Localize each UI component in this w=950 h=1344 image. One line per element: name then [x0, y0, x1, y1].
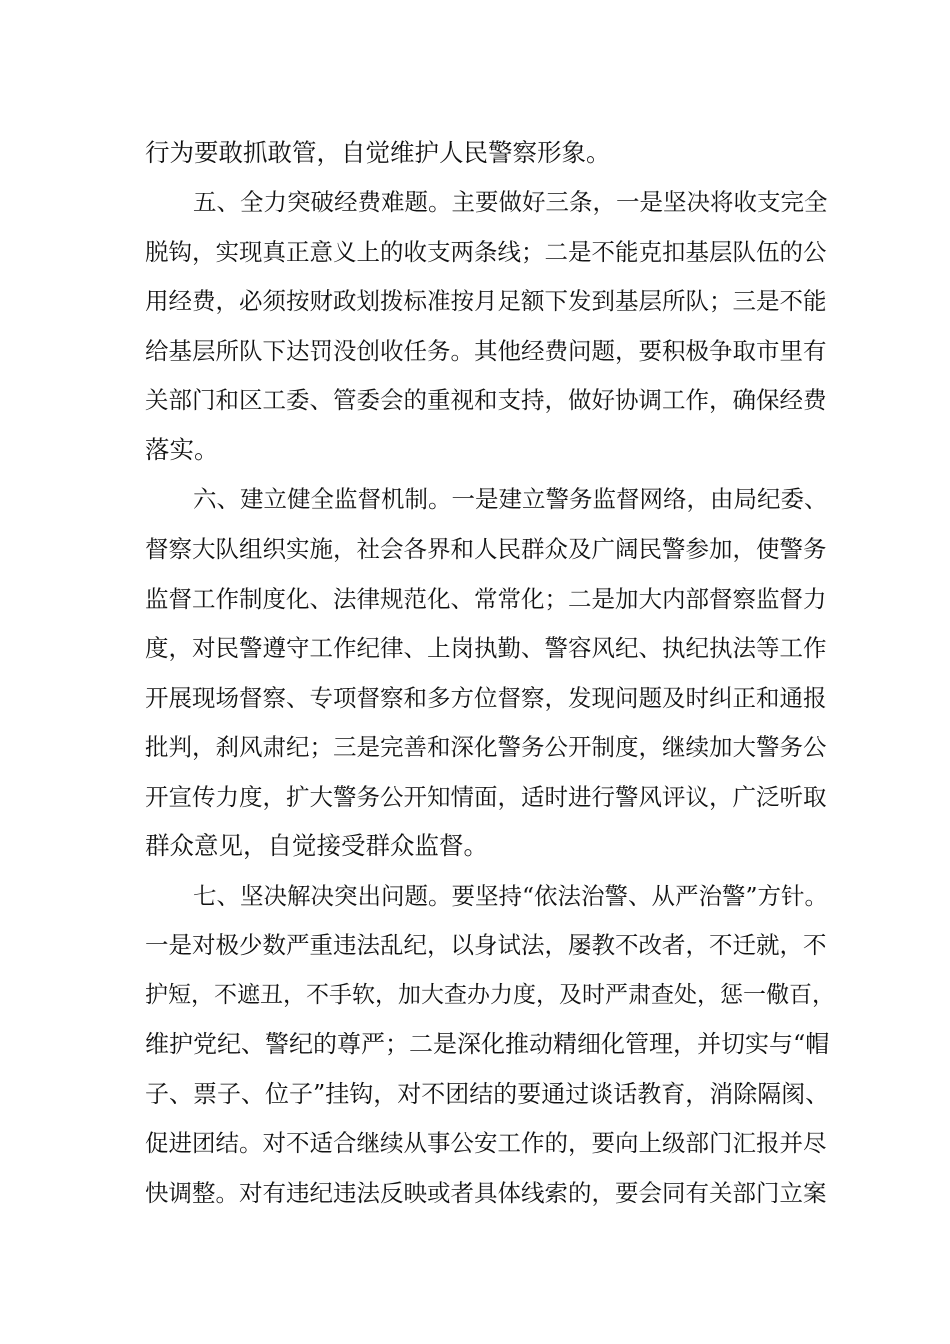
text-line: 落实。 [145, 435, 219, 464]
text-line: 关部门和区工委、管委会的重视和支持，做好协调工作，确保经费 [145, 386, 827, 414]
text-line: 五、全力突破经费难题。主要做好三条，一是坚决将收支完全 [193, 188, 828, 216]
text-line: 给基层所队下达罚没创收任务。其他经费问题，要积极争取市里有 [145, 337, 827, 365]
text-line: 监督工作制度化、法律规范化、常常化；二是加大内部督察监督力 [145, 585, 827, 613]
text-line: 一是对极少数严重违法乱纪，以身试法，屡教不改者，不迁就，不 [145, 931, 827, 959]
text-line: 脱钩，实现真正意义上的收支两条线；二是不能克扣基层队伍的公 [145, 238, 827, 266]
text-line: 七、坚决解决突出问题。要坚持“依法治警、从严治警”方针。 [193, 882, 829, 910]
text-line: 督察大队组织实施，社会各界和人民群众及广阔民警参加，使警务 [145, 535, 827, 563]
text-line: 子、票子、位子”挂钩，对不团结的要通过谈话教育，消除隔阂、 [145, 1080, 830, 1108]
text-line: 批判，刹风肃纪；三是完善和深化警务公开制度，继续加大警务公 [145, 733, 827, 761]
text-line: 开宣传力度，扩大警务公开知情面，适时进行警风评议，广泛听取 [145, 783, 827, 811]
text-line: 六、建立健全监督机制。一是建立警务监督网络，由局纪委、 [193, 485, 828, 513]
text-line: 度，对民警遵守工作纪律、上岗执勤、警容风纪、执纪执法等工作 [145, 634, 827, 662]
text-line: 开展现场督察、专项督察和多方位督察，发现问题及时纠正和通报 [145, 684, 827, 712]
text-line: 快调整。对有违纪违法反映或者具体线索的，要会同有关部门立案 [145, 1179, 827, 1207]
text-line: 行为要敢抓敢管，自觉维护人民警察形象。 [145, 138, 611, 167]
text-line: 用经费，必须按财政划拨标准按月足额下发到基层所队；三是不能 [145, 287, 827, 315]
text-line: 促进团结。对不适合继续从事公安工作的，要向上级部门汇报并尽 [145, 1129, 827, 1157]
text-line: 群众意见，自觉接受群众监督。 [145, 831, 488, 860]
text-line: 维护党纪、警纪的尊严；二是深化推动精细化管理，并切实与“帽 [145, 1030, 830, 1058]
text-line: 护短，不遮丑，不手软，加大查办力度，及时严肃查处，惩一儆百， [145, 982, 835, 1008]
